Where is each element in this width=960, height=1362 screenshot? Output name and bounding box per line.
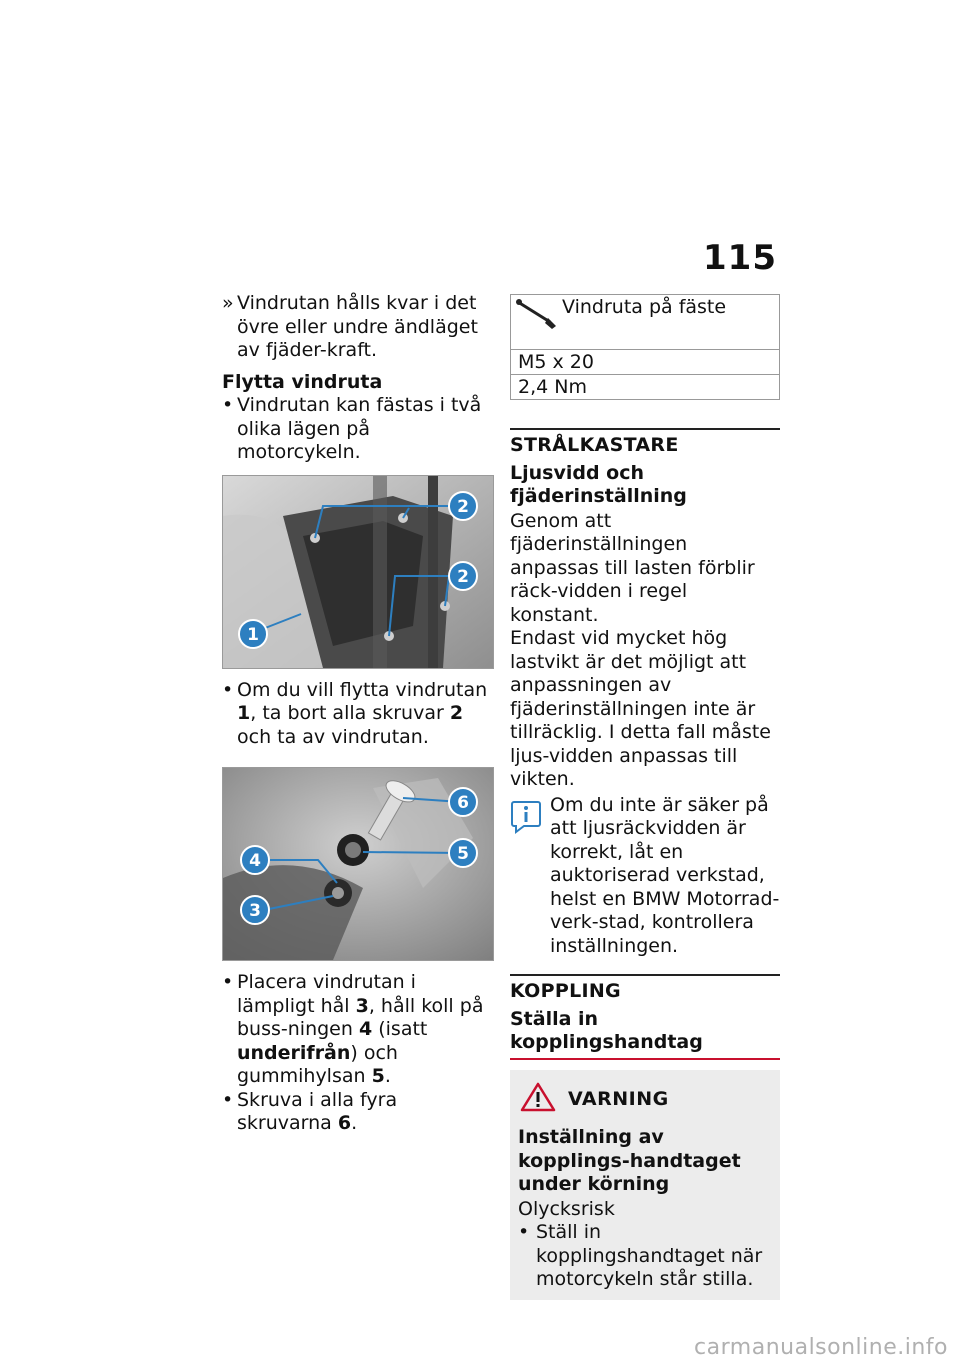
callout-badge — [449, 839, 477, 867]
warning-box — [510, 1070, 780, 1300]
spec-torque: 2,4 Nm — [511, 375, 780, 400]
left-column — [222, 292, 497, 1136]
callout-badge — [449, 562, 477, 590]
callout-2a: 2 — [457, 496, 469, 517]
step1-text-a: Om du vill flytta vindrutan — [237, 678, 488, 701]
watermark: carmanualsonline.info — [694, 1335, 948, 1360]
callout-1: 1 — [247, 624, 259, 645]
callout-badge — [449, 788, 477, 816]
info-text: Om du inte är säker på att ljusräckvidden är korrekt, låt en auktoriserad verkstad, helst en BMW Motorrad-verk-stad, kontrollera inställningen. — [550, 793, 780, 957]
warning-bullet — [518, 1221, 772, 1292]
torque-spec-table — [510, 294, 780, 400]
step-place-windscreen — [222, 971, 497, 1089]
step1-ref-2: 2 — [449, 702, 464, 724]
step-tighten-screws — [222, 1089, 497, 1136]
photo-windscreen-screws — [222, 475, 494, 669]
info-icon — [510, 800, 542, 841]
bullet-marker: • — [222, 394, 234, 416]
warning-bullet-text: Ställ in kopplingshandtaget när motorcykeln står stilla. — [536, 1221, 763, 1290]
warning-rule — [510, 1058, 780, 1060]
bullet-marker: • — [222, 1088, 234, 1111]
step3-text-a: Skruva i alla fyra skruvarna — [237, 1088, 398, 1134]
callout-6: 6 — [457, 793, 469, 813]
callout-3: 3 — [249, 901, 261, 921]
step2-ref-3: 3 — [355, 994, 369, 1017]
warning-triangle-icon — [520, 1082, 556, 1119]
page-number: 115 — [703, 238, 777, 278]
spec-header — [511, 295, 780, 350]
callout-badge — [449, 492, 477, 520]
callout-4: 4 — [249, 851, 261, 871]
warning-heading: Inställning av kopplings-handtaget under körning — [518, 1126, 741, 1195]
warning-label: VARNING — [568, 1088, 669, 1110]
torque-wrench-icon — [514, 296, 558, 335]
step1-text-b: , ta bort alla skruvar — [250, 702, 450, 724]
photo-screw-bushing — [222, 767, 494, 961]
result-item — [222, 292, 497, 363]
result-marker: » — [222, 292, 234, 314]
step2-text-a: Placera vindrutan i lämpligt hål — [237, 971, 416, 1017]
step1-text-c: och ta av vindrutan. — [237, 725, 429, 748]
bullet-marker: • — [222, 971, 234, 993]
step3-ref-6: 6 — [337, 1112, 352, 1134]
callout-badge — [241, 846, 269, 874]
spec-size: M5 x 20 — [511, 350, 780, 375]
callout-badge — [239, 620, 267, 648]
subheading-move-windscreen: Flytta vindruta — [222, 370, 383, 393]
step2-text-c: (isatt — [372, 1018, 428, 1040]
paragraph-beam-range-1: Genom att fjäderinställningen anpassas till lasten förblir räck-vidden i regel konstant. — [510, 509, 755, 626]
warning-risk: Olycksrisk — [518, 1197, 615, 1220]
step2-ref-5: 5 — [371, 1065, 385, 1087]
heading-clutch-lever: Ställa in kopplingshandtag — [510, 1007, 703, 1053]
info-note — [510, 794, 780, 959]
result-text: Vindrutan hålls kvar i det övre eller undre ändläget av fjäder-kraft. — [237, 292, 478, 361]
bullet-marker: • — [222, 678, 234, 701]
callout-badge — [241, 896, 269, 924]
step2-text-e: . — [384, 1065, 391, 1087]
paragraph-beam-range-2: Endast vid mycket hög lastvikt är det möjligt att anpassningen av fjäderinställningen inte är tillräcklig. I detta fall måste ljus-vidden anpassas till vikten. — [510, 627, 771, 790]
section-clutch — [510, 974, 780, 1004]
spec-title: Vindruta på fäste — [562, 296, 727, 318]
bullet-marker: • — [518, 1221, 530, 1243]
callout-5: 5 — [457, 844, 469, 864]
intro-bullet — [222, 394, 497, 465]
intro-bullet-text: Vindrutan kan fästas i två olika lägen på motorcykeln. — [237, 394, 482, 463]
step2-text-b: , håll koll på buss-ningen — [237, 994, 484, 1040]
step2-ref-4: 4 — [358, 1018, 373, 1040]
right-column — [510, 294, 780, 1300]
step2-text-d: ) och gummihylsan — [237, 1041, 398, 1087]
heading-beam-range: Ljusvidd och fjäderinställning — [510, 461, 687, 507]
warning-header — [518, 1082, 772, 1119]
callout-2b: 2 — [457, 566, 469, 587]
section-title-headlight: STRÅLKASTARE — [510, 434, 679, 456]
section-title-clutch: KOPPLING — [510, 980, 621, 1002]
step3-text-b: . — [351, 1112, 358, 1134]
step-remove-windscreen — [222, 679, 497, 750]
section-headlight — [510, 428, 780, 458]
step1-ref-1: 1 — [237, 702, 251, 724]
step2-underneath: underifrån — [237, 1041, 351, 1064]
